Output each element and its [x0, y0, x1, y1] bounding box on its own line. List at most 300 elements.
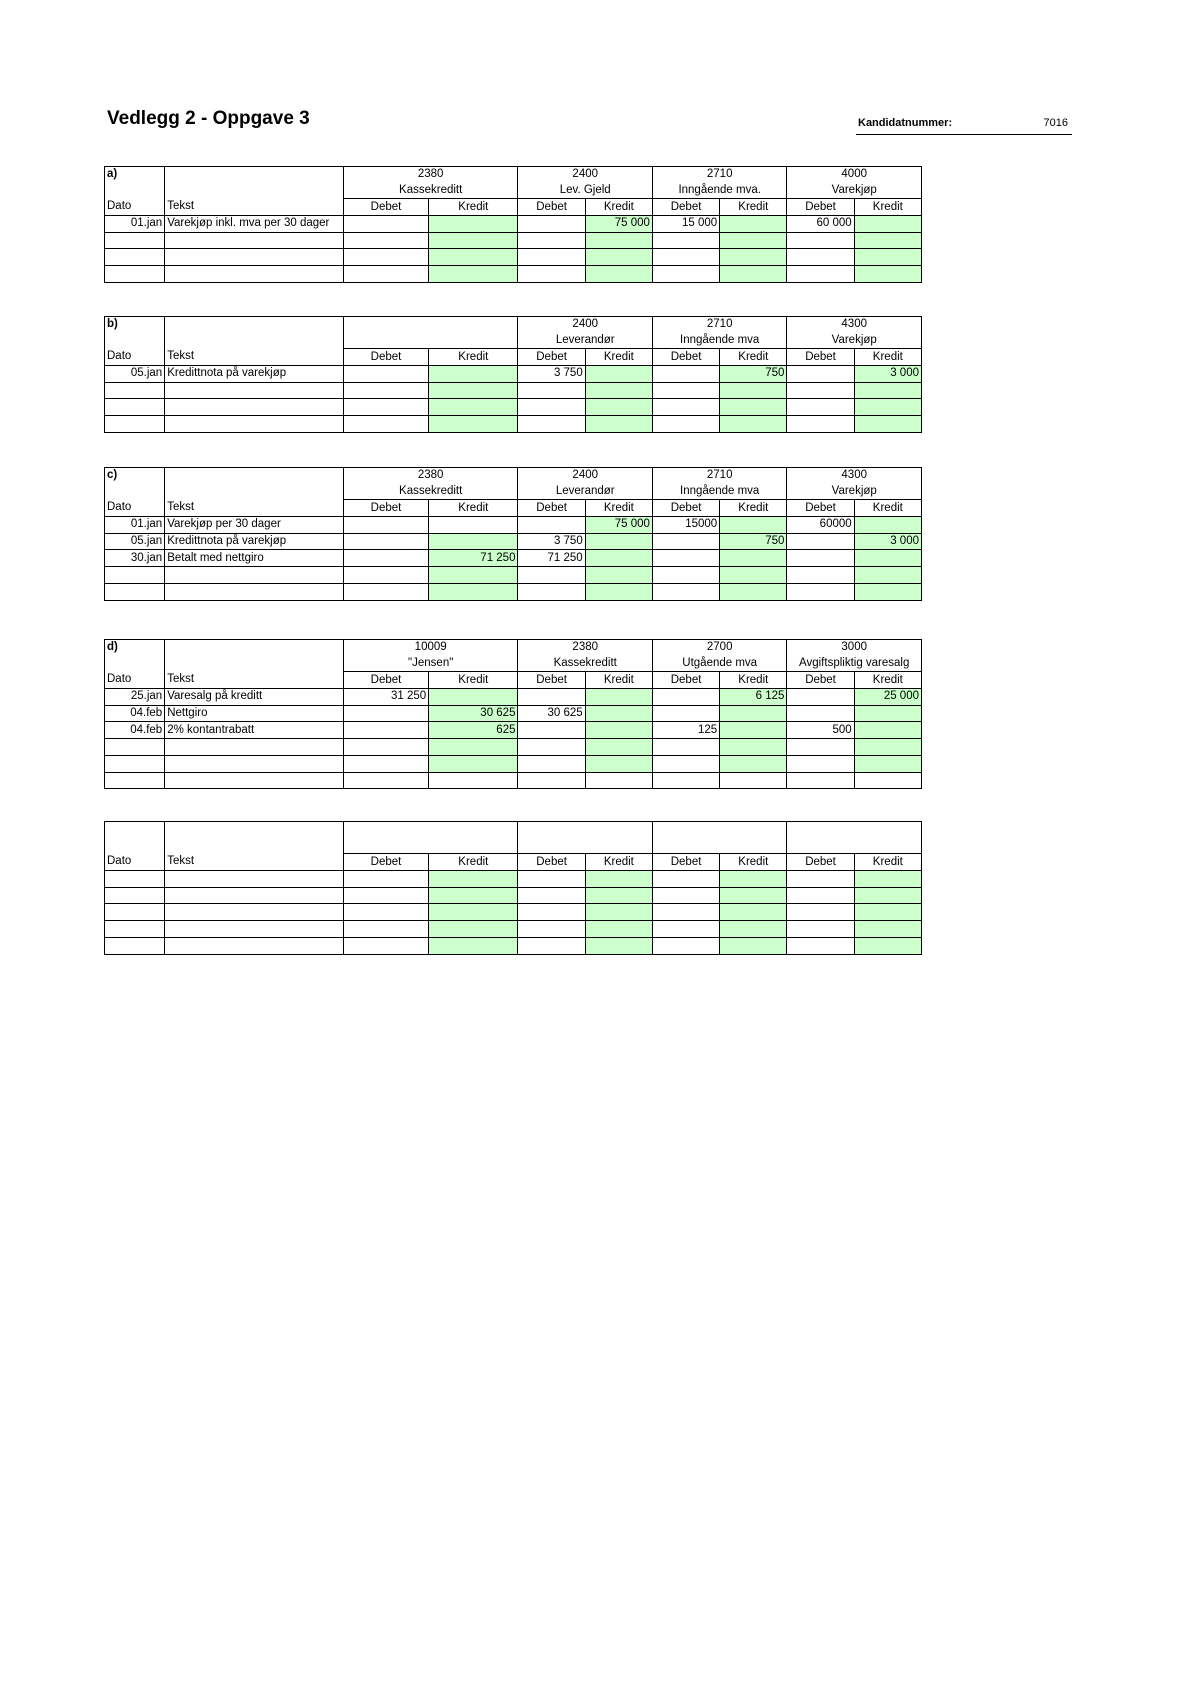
column-header-debet: Debet [787, 199, 854, 216]
row-text [165, 739, 344, 756]
account-name: Leverandør [518, 333, 652, 349]
kredit-cell [720, 739, 787, 756]
debet-cell [518, 722, 585, 739]
row-date [105, 382, 165, 399]
kredit-cell: 25 000 [854, 689, 921, 706]
debet-cell [518, 772, 585, 789]
header-blank [165, 167, 344, 183]
column-header-tekst: Tekst [165, 854, 344, 871]
debet-cell: 31 250 [343, 689, 428, 706]
kredit-cell [585, 416, 652, 433]
section-label [105, 822, 165, 838]
kredit-cell [585, 399, 652, 416]
account-number: 4300 [787, 317, 922, 333]
table-row [105, 583, 922, 600]
debet-cell [652, 871, 719, 888]
account-number: 2400 [518, 167, 652, 183]
debet-cell [787, 266, 854, 283]
header-blank [165, 822, 344, 838]
row-text [165, 567, 344, 584]
table-row [105, 705, 922, 722]
debet-cell [343, 533, 428, 550]
row-date: 01.jan [105, 216, 165, 233]
kredit-cell: 750 [720, 366, 787, 383]
column-header-dato: Dato [105, 672, 165, 689]
account-name: Varekjøp [787, 333, 922, 349]
header-blank [165, 640, 344, 656]
debet-cell [652, 689, 719, 706]
debet-cell [652, 232, 719, 249]
kredit-cell [854, 722, 921, 739]
account-name: Lev. Gjeld [518, 183, 652, 199]
table-row [105, 232, 922, 249]
kredit-cell [720, 722, 787, 739]
debet-cell [787, 567, 854, 584]
debet-cell [343, 921, 428, 938]
column-header-debet: Debet [652, 500, 719, 517]
debet-cell [343, 249, 428, 266]
debet-cell [652, 887, 719, 904]
debet-cell [518, 399, 585, 416]
debet-cell [343, 755, 428, 772]
account-name [343, 333, 518, 349]
table-row [105, 266, 922, 283]
column-header-kredit: Kredit [429, 349, 518, 366]
column-header-tekst: Tekst [165, 349, 344, 366]
debet-cell [518, 567, 585, 584]
kredit-cell [429, 689, 518, 706]
kredit-cell [429, 533, 518, 550]
kredit-cell [854, 399, 921, 416]
account-number: 2400 [518, 317, 652, 333]
debet-cell [343, 382, 428, 399]
column-header-kredit: Kredit [429, 199, 518, 216]
column-header-debet: Debet [343, 199, 428, 216]
kredit-cell [720, 937, 787, 954]
debet-cell [787, 705, 854, 722]
row-date: 01.jan [105, 517, 165, 534]
debet-cell [518, 216, 585, 233]
kredit-cell [854, 567, 921, 584]
kredit-cell [429, 887, 518, 904]
kredit-cell [429, 399, 518, 416]
kredit-cell [585, 567, 652, 584]
debet-cell [787, 755, 854, 772]
debet-cell [518, 583, 585, 600]
account-number: 2400 [518, 468, 652, 484]
debet-cell [652, 921, 719, 938]
debet-cell [518, 755, 585, 772]
row-date [105, 871, 165, 888]
column-header-kredit: Kredit [585, 672, 652, 689]
row-text: Kredittnota på varekjøp [165, 366, 344, 383]
account-name [343, 838, 518, 854]
debet-cell [787, 937, 854, 954]
column-header-debet: Debet [343, 672, 428, 689]
row-date: 30.jan [105, 550, 165, 567]
debet-cell [652, 382, 719, 399]
column-header-dato: Dato [105, 500, 165, 517]
account-number: 3000 [787, 640, 922, 656]
candidate-number: 7016 [1043, 117, 1068, 129]
row-text [165, 232, 344, 249]
kredit-cell: 750 [720, 533, 787, 550]
column-header-kredit: Kredit [429, 854, 518, 871]
row-text: Varekjøp inkl. mva per 30 dager [165, 216, 344, 233]
kredit-cell: 30 625 [429, 705, 518, 722]
row-text [165, 416, 344, 433]
kredit-cell [720, 232, 787, 249]
row-text [165, 871, 344, 888]
row-text [165, 904, 344, 921]
debet-cell [518, 266, 585, 283]
kredit-cell [720, 705, 787, 722]
debet-cell [343, 904, 428, 921]
kredit-cell [854, 416, 921, 433]
account-name: Inngående mva [652, 484, 786, 500]
debet-cell [652, 583, 719, 600]
kredit-cell [720, 517, 787, 534]
debet-cell [518, 517, 585, 534]
row-text: Nettgiro [165, 705, 344, 722]
debet-cell [787, 382, 854, 399]
kredit-cell [429, 583, 518, 600]
table-row [105, 567, 922, 584]
column-header-debet: Debet [518, 199, 585, 216]
account-name: Avgiftspliktig varesalg [787, 656, 922, 672]
kredit-cell [585, 705, 652, 722]
header-blank [165, 183, 344, 199]
kredit-cell [429, 366, 518, 383]
kredit-cell [854, 887, 921, 904]
row-date [105, 887, 165, 904]
account-name [652, 838, 786, 854]
kredit-cell [854, 871, 921, 888]
ledger-table-1 [104, 166, 922, 283]
debet-cell [518, 921, 585, 938]
debet-cell [652, 755, 719, 772]
debet-cell: 60000 [787, 517, 854, 534]
kredit-cell [585, 921, 652, 938]
row-date [105, 249, 165, 266]
account-number: 2710 [652, 468, 786, 484]
debet-cell [652, 705, 719, 722]
kredit-cell [429, 517, 518, 534]
table-row [105, 755, 922, 772]
header-blank [105, 656, 165, 672]
debet-cell [652, 266, 719, 283]
column-header-dato: Dato [105, 349, 165, 366]
row-text [165, 399, 344, 416]
kredit-cell [585, 937, 652, 954]
debet-cell [787, 921, 854, 938]
account-number [343, 317, 518, 333]
row-text [165, 266, 344, 283]
row-date [105, 399, 165, 416]
debet-cell [343, 583, 428, 600]
row-date [105, 772, 165, 789]
column-header-kredit: Kredit [429, 672, 518, 689]
column-header-kredit: Kredit [854, 500, 921, 517]
row-text: Betalt med nettgiro [165, 550, 344, 567]
debet-cell: 15000 [652, 517, 719, 534]
column-header-kredit: Kredit [429, 500, 518, 517]
column-header-debet: Debet [787, 672, 854, 689]
kredit-cell [585, 382, 652, 399]
account-number: 2710 [652, 317, 786, 333]
row-date: 04.feb [105, 722, 165, 739]
column-header-tekst: Tekst [165, 672, 344, 689]
account-number: 2380 [343, 167, 518, 183]
kredit-cell [585, 887, 652, 904]
kredit-cell [585, 739, 652, 756]
debet-cell [652, 533, 719, 550]
debet-cell [787, 887, 854, 904]
debet-cell [787, 689, 854, 706]
account-number: 2700 [652, 640, 786, 656]
debet-cell [787, 871, 854, 888]
debet-cell [343, 550, 428, 567]
column-header-kredit: Kredit [585, 854, 652, 871]
column-header-kredit: Kredit [720, 349, 787, 366]
kredit-cell: 71 250 [429, 550, 518, 567]
kredit-cell [429, 871, 518, 888]
kredit-cell [429, 266, 518, 283]
row-date: 05.jan [105, 533, 165, 550]
kredit-cell [854, 739, 921, 756]
debet-cell [343, 739, 428, 756]
kredit-cell [854, 266, 921, 283]
debet-cell [652, 937, 719, 954]
debet-cell [787, 366, 854, 383]
column-header-debet: Debet [652, 854, 719, 871]
kredit-cell [854, 937, 921, 954]
debet-cell: 60 000 [787, 216, 854, 233]
debet-cell [652, 249, 719, 266]
row-text [165, 921, 344, 938]
table-row [105, 416, 922, 433]
column-header-kredit: Kredit [585, 199, 652, 216]
account-number: 2380 [343, 468, 518, 484]
debet-cell [518, 382, 585, 399]
kredit-cell [429, 232, 518, 249]
account-name: "Jensen" [343, 656, 518, 672]
debet-cell [652, 904, 719, 921]
header-blank [165, 317, 344, 333]
debet-cell [343, 937, 428, 954]
account-name: Inngående mva [652, 333, 786, 349]
kredit-cell [585, 232, 652, 249]
kredit-cell [854, 772, 921, 789]
table-row [105, 887, 922, 904]
ledger-table-3 [104, 467, 922, 601]
kredit-cell [585, 689, 652, 706]
row-text [165, 887, 344, 904]
header-blank [165, 656, 344, 672]
debet-cell [343, 871, 428, 888]
column-header-kredit: Kredit [585, 349, 652, 366]
debet-cell [343, 216, 428, 233]
account-number [343, 822, 518, 838]
kredit-cell [429, 382, 518, 399]
table-row [105, 871, 922, 888]
kredit-cell [585, 533, 652, 550]
table-row [105, 904, 922, 921]
debet-cell [518, 871, 585, 888]
debet-cell [787, 232, 854, 249]
kredit-cell [720, 567, 787, 584]
debet-cell [343, 567, 428, 584]
account-number: 10009 [343, 640, 518, 656]
header-blank [165, 468, 344, 484]
debet-cell [787, 739, 854, 756]
kredit-cell [854, 517, 921, 534]
kredit-cell: 3 000 [854, 366, 921, 383]
table-row [105, 921, 922, 938]
kredit-cell [429, 249, 518, 266]
table-row [105, 517, 922, 534]
debet-cell [518, 232, 585, 249]
kredit-cell [429, 216, 518, 233]
account-number [787, 822, 922, 838]
kredit-cell [585, 249, 652, 266]
kredit-cell [585, 583, 652, 600]
row-text [165, 772, 344, 789]
kredit-cell: 625 [429, 722, 518, 739]
debet-cell [652, 550, 719, 567]
row-text [165, 755, 344, 772]
kredit-cell [585, 722, 652, 739]
kredit-cell [720, 399, 787, 416]
kredit-cell [720, 382, 787, 399]
column-header-debet: Debet [652, 349, 719, 366]
kredit-cell: 3 000 [854, 533, 921, 550]
column-header-dato: Dato [105, 854, 165, 871]
column-header-debet: Debet [518, 854, 585, 871]
table-row [105, 739, 922, 756]
kredit-cell [429, 416, 518, 433]
account-name: Varekjøp [787, 183, 922, 199]
account-name [787, 838, 922, 854]
debet-cell [652, 399, 719, 416]
row-date [105, 921, 165, 938]
ledger-table-2 [104, 316, 922, 433]
column-header-kredit: Kredit [854, 349, 921, 366]
account-number: 2710 [652, 167, 786, 183]
debet-cell [518, 249, 585, 266]
kredit-cell [854, 904, 921, 921]
kredit-cell: 6 125 [720, 689, 787, 706]
kredit-cell [720, 550, 787, 567]
debet-cell [652, 772, 719, 789]
header-blank [105, 183, 165, 199]
account-number [518, 822, 652, 838]
kredit-cell [585, 550, 652, 567]
debet-cell [787, 399, 854, 416]
table-row [105, 533, 922, 550]
kredit-cell [429, 904, 518, 921]
account-name [518, 838, 652, 854]
account-name: Varekjøp [787, 484, 922, 500]
kredit-cell [720, 583, 787, 600]
column-header-debet: Debet [343, 854, 428, 871]
column-header-debet: Debet [518, 672, 585, 689]
row-text [165, 249, 344, 266]
column-header-debet: Debet [652, 672, 719, 689]
table-row [105, 382, 922, 399]
kredit-cell [854, 550, 921, 567]
column-header-debet: Debet [518, 500, 585, 517]
table-row [105, 772, 922, 789]
debet-cell: 71 250 [518, 550, 585, 567]
column-header-debet: Debet [787, 349, 854, 366]
kredit-cell [585, 266, 652, 283]
row-date [105, 583, 165, 600]
kredit-cell [720, 755, 787, 772]
row-text [165, 937, 344, 954]
kredit-cell [854, 249, 921, 266]
column-header-kredit: Kredit [720, 199, 787, 216]
row-date [105, 567, 165, 584]
candidate-label: Kandidatnummer: [858, 117, 953, 129]
column-header-kredit: Kredit [585, 500, 652, 517]
header-blank [165, 838, 344, 854]
debet-cell [518, 416, 585, 433]
kredit-cell [429, 755, 518, 772]
column-header-debet: Debet [343, 500, 428, 517]
row-date [105, 266, 165, 283]
debet-cell [787, 416, 854, 433]
debet-cell [343, 232, 428, 249]
kredit-cell [720, 266, 787, 283]
column-header-kredit: Kredit [854, 199, 921, 216]
account-number: 4000 [787, 167, 922, 183]
debet-cell [787, 550, 854, 567]
debet-cell: 15 000 [652, 216, 719, 233]
kredit-cell [585, 755, 652, 772]
debet-cell [343, 366, 428, 383]
debet-cell [343, 705, 428, 722]
row-date: 05.jan [105, 366, 165, 383]
debet-cell [343, 266, 428, 283]
debet-cell: 125 [652, 722, 719, 739]
row-text: Varesalg på kreditt [165, 689, 344, 706]
debet-cell [518, 887, 585, 904]
account-name: Kassekreditt [518, 656, 652, 672]
table-row [105, 689, 922, 706]
header-blank [105, 838, 165, 854]
debet-cell [343, 399, 428, 416]
debet-cell [343, 887, 428, 904]
debet-cell [343, 517, 428, 534]
kredit-cell [720, 216, 787, 233]
kredit-cell: 75 000 [585, 216, 652, 233]
column-header-debet: Debet [343, 349, 428, 366]
debet-cell [652, 567, 719, 584]
header-blank [165, 333, 344, 349]
section-label: c) [107, 469, 118, 482]
kredit-cell [854, 705, 921, 722]
table-row [105, 249, 922, 266]
section-label: d) [107, 641, 118, 654]
column-header-debet: Debet [652, 199, 719, 216]
account-number: 4300 [787, 468, 922, 484]
kredit-cell [854, 921, 921, 938]
row-date [105, 937, 165, 954]
kredit-cell [429, 937, 518, 954]
row-date [105, 904, 165, 921]
kredit-cell [854, 583, 921, 600]
